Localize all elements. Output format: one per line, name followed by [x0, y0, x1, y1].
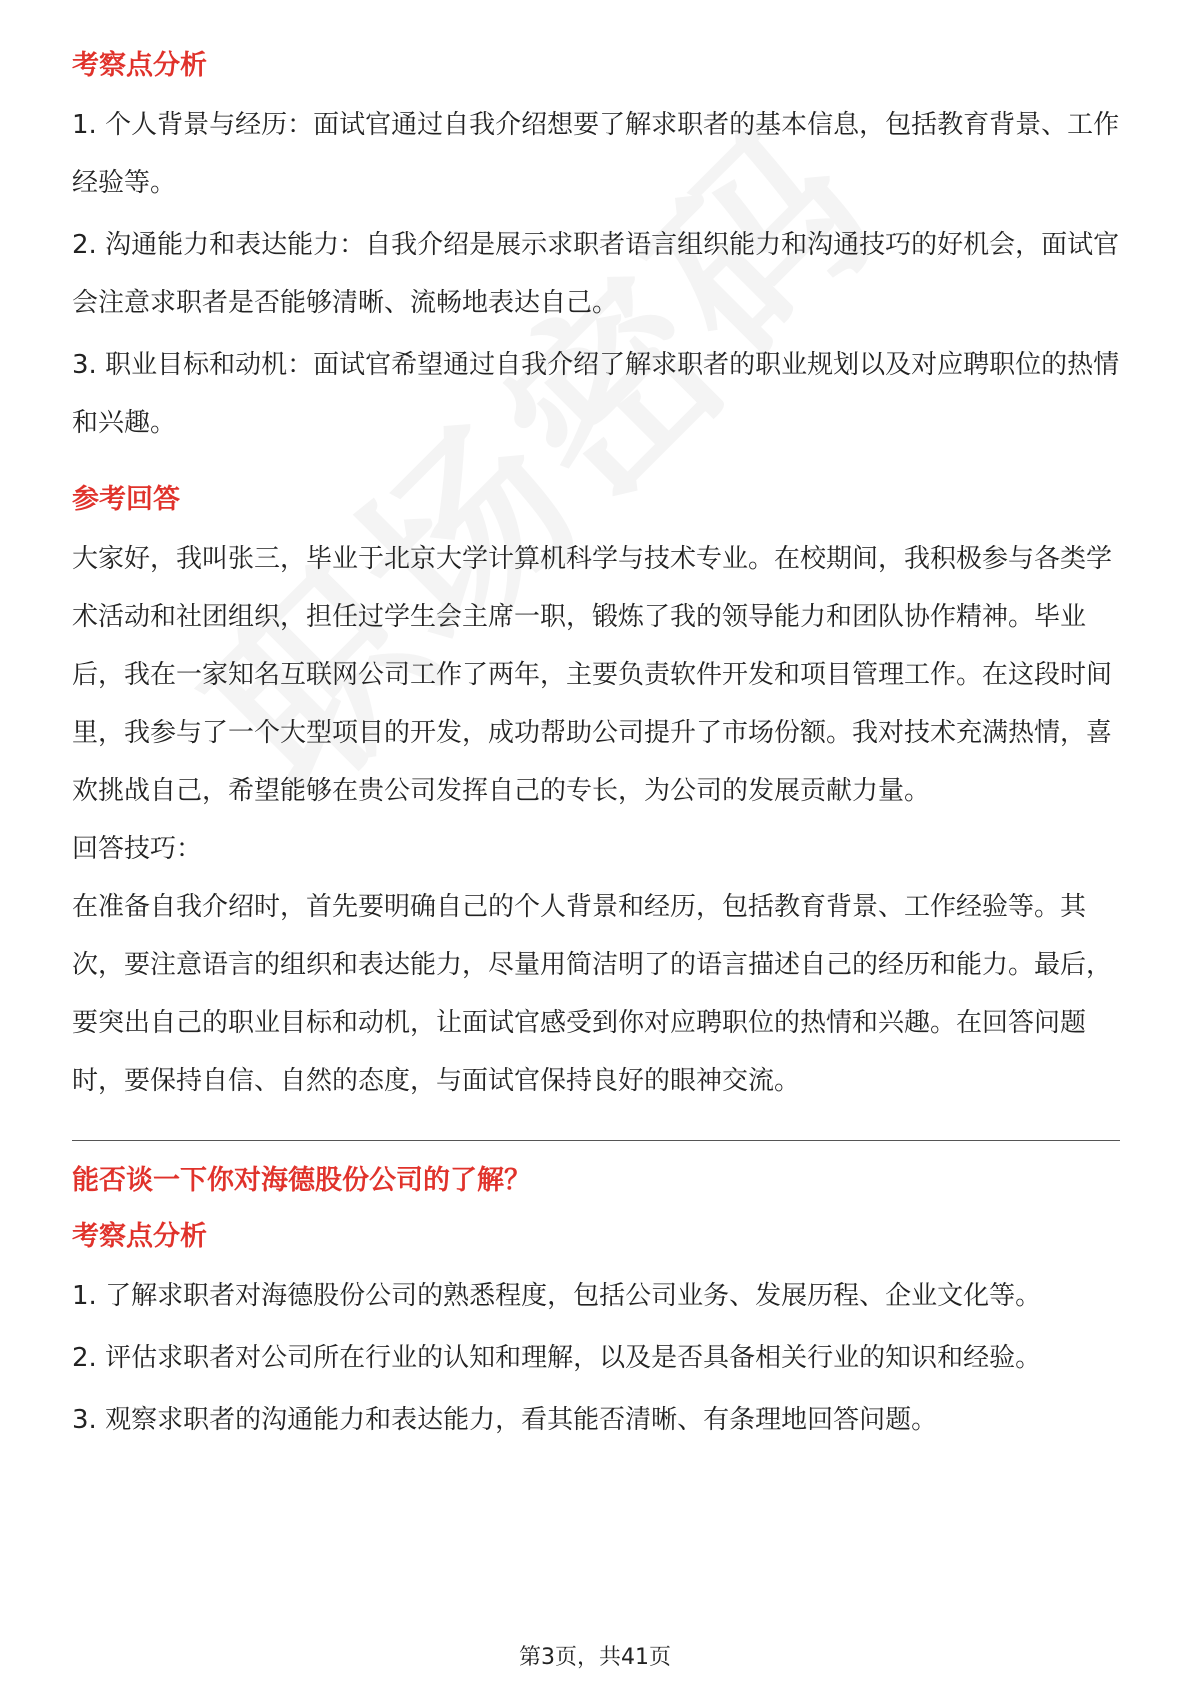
reference-answer-text: 大家好，我叫张三，毕业于北京大学计算机科学与技术专业。在校期间，我积极参与各类学术活动和社团组织，担任过学生会主席一职，锻炼了我的领导能力和团队协作精神。毕业后，我在一家知名互联网公司工作了两年，主要负责软件开发和项目管理工作。在这段时间里，我参与了一个大型项目的开发，成功帮助公司提升了市场份额。我对技术充满热情，喜欢挑战自己，希望能够在贵公司发挥自己的专长，为公司的发展贡献力量。: [72, 544, 1113, 806]
analysis-point: 1. 个人背景与经历：面试官通过自我介绍想要了解求职者的基本信息，包括教育背景、工作经验等。: [72, 110, 1120, 198]
analysis-point: 1. 了解求职者对海德股份公司的熟悉程度，包括公司业务、发展历程、企业文化等。: [72, 1281, 1042, 1311]
analysis-point: 2. 评估求职者对公司所在行业的认知和理解，以及是否具备相关行业的知识和经验。: [72, 1343, 1042, 1373]
answer-tips-text: 在准备自我介绍时，首先要明确自己的个人背景和经历，包括教育背景、工作经验等。其次，要注意语言的组织和表达能力，尽量用简洁明了的语言描述自己的经历和能力。最后，要突出自己的职业目标和动机，让面试官感受到你对应聘职位的热情和兴趣。在回答问题时，要保持自信、自然的态度，与面试官保持良好的眼神交流。: [72, 892, 1113, 1096]
analysis-heading: 考察点分析: [72, 50, 207, 81]
analysis-point: 3. 观察求职者的沟通能力和表达能力，看其能否清晰、有条理地回答问题。: [72, 1405, 938, 1435]
analysis-heading: 考察点分析: [72, 1221, 207, 1252]
document-body: [72, 46, 1120, 1449]
answer-tips-label: 回答技巧：: [72, 834, 203, 864]
reference-answer-heading: 参考回答: [72, 484, 180, 515]
page-number: 第3页，共41页: [519, 1645, 671, 1670]
question-title: 能否谈一下你对海德股份公司的了解？: [72, 1165, 531, 1196]
section-divider: [72, 1140, 1120, 1141]
analysis-point: 3. 职业目标和动机：面试官希望通过自我介绍了解求职者的职业规划以及对应聘职位的热情和兴趣。: [72, 350, 1120, 438]
analysis-point: 2. 沟通能力和表达能力：自我介绍是展示求职者语言组织能力和沟通技巧的好机会，面试官会注意求职者是否能够清晰、流畅地表达自己。: [72, 230, 1120, 318]
